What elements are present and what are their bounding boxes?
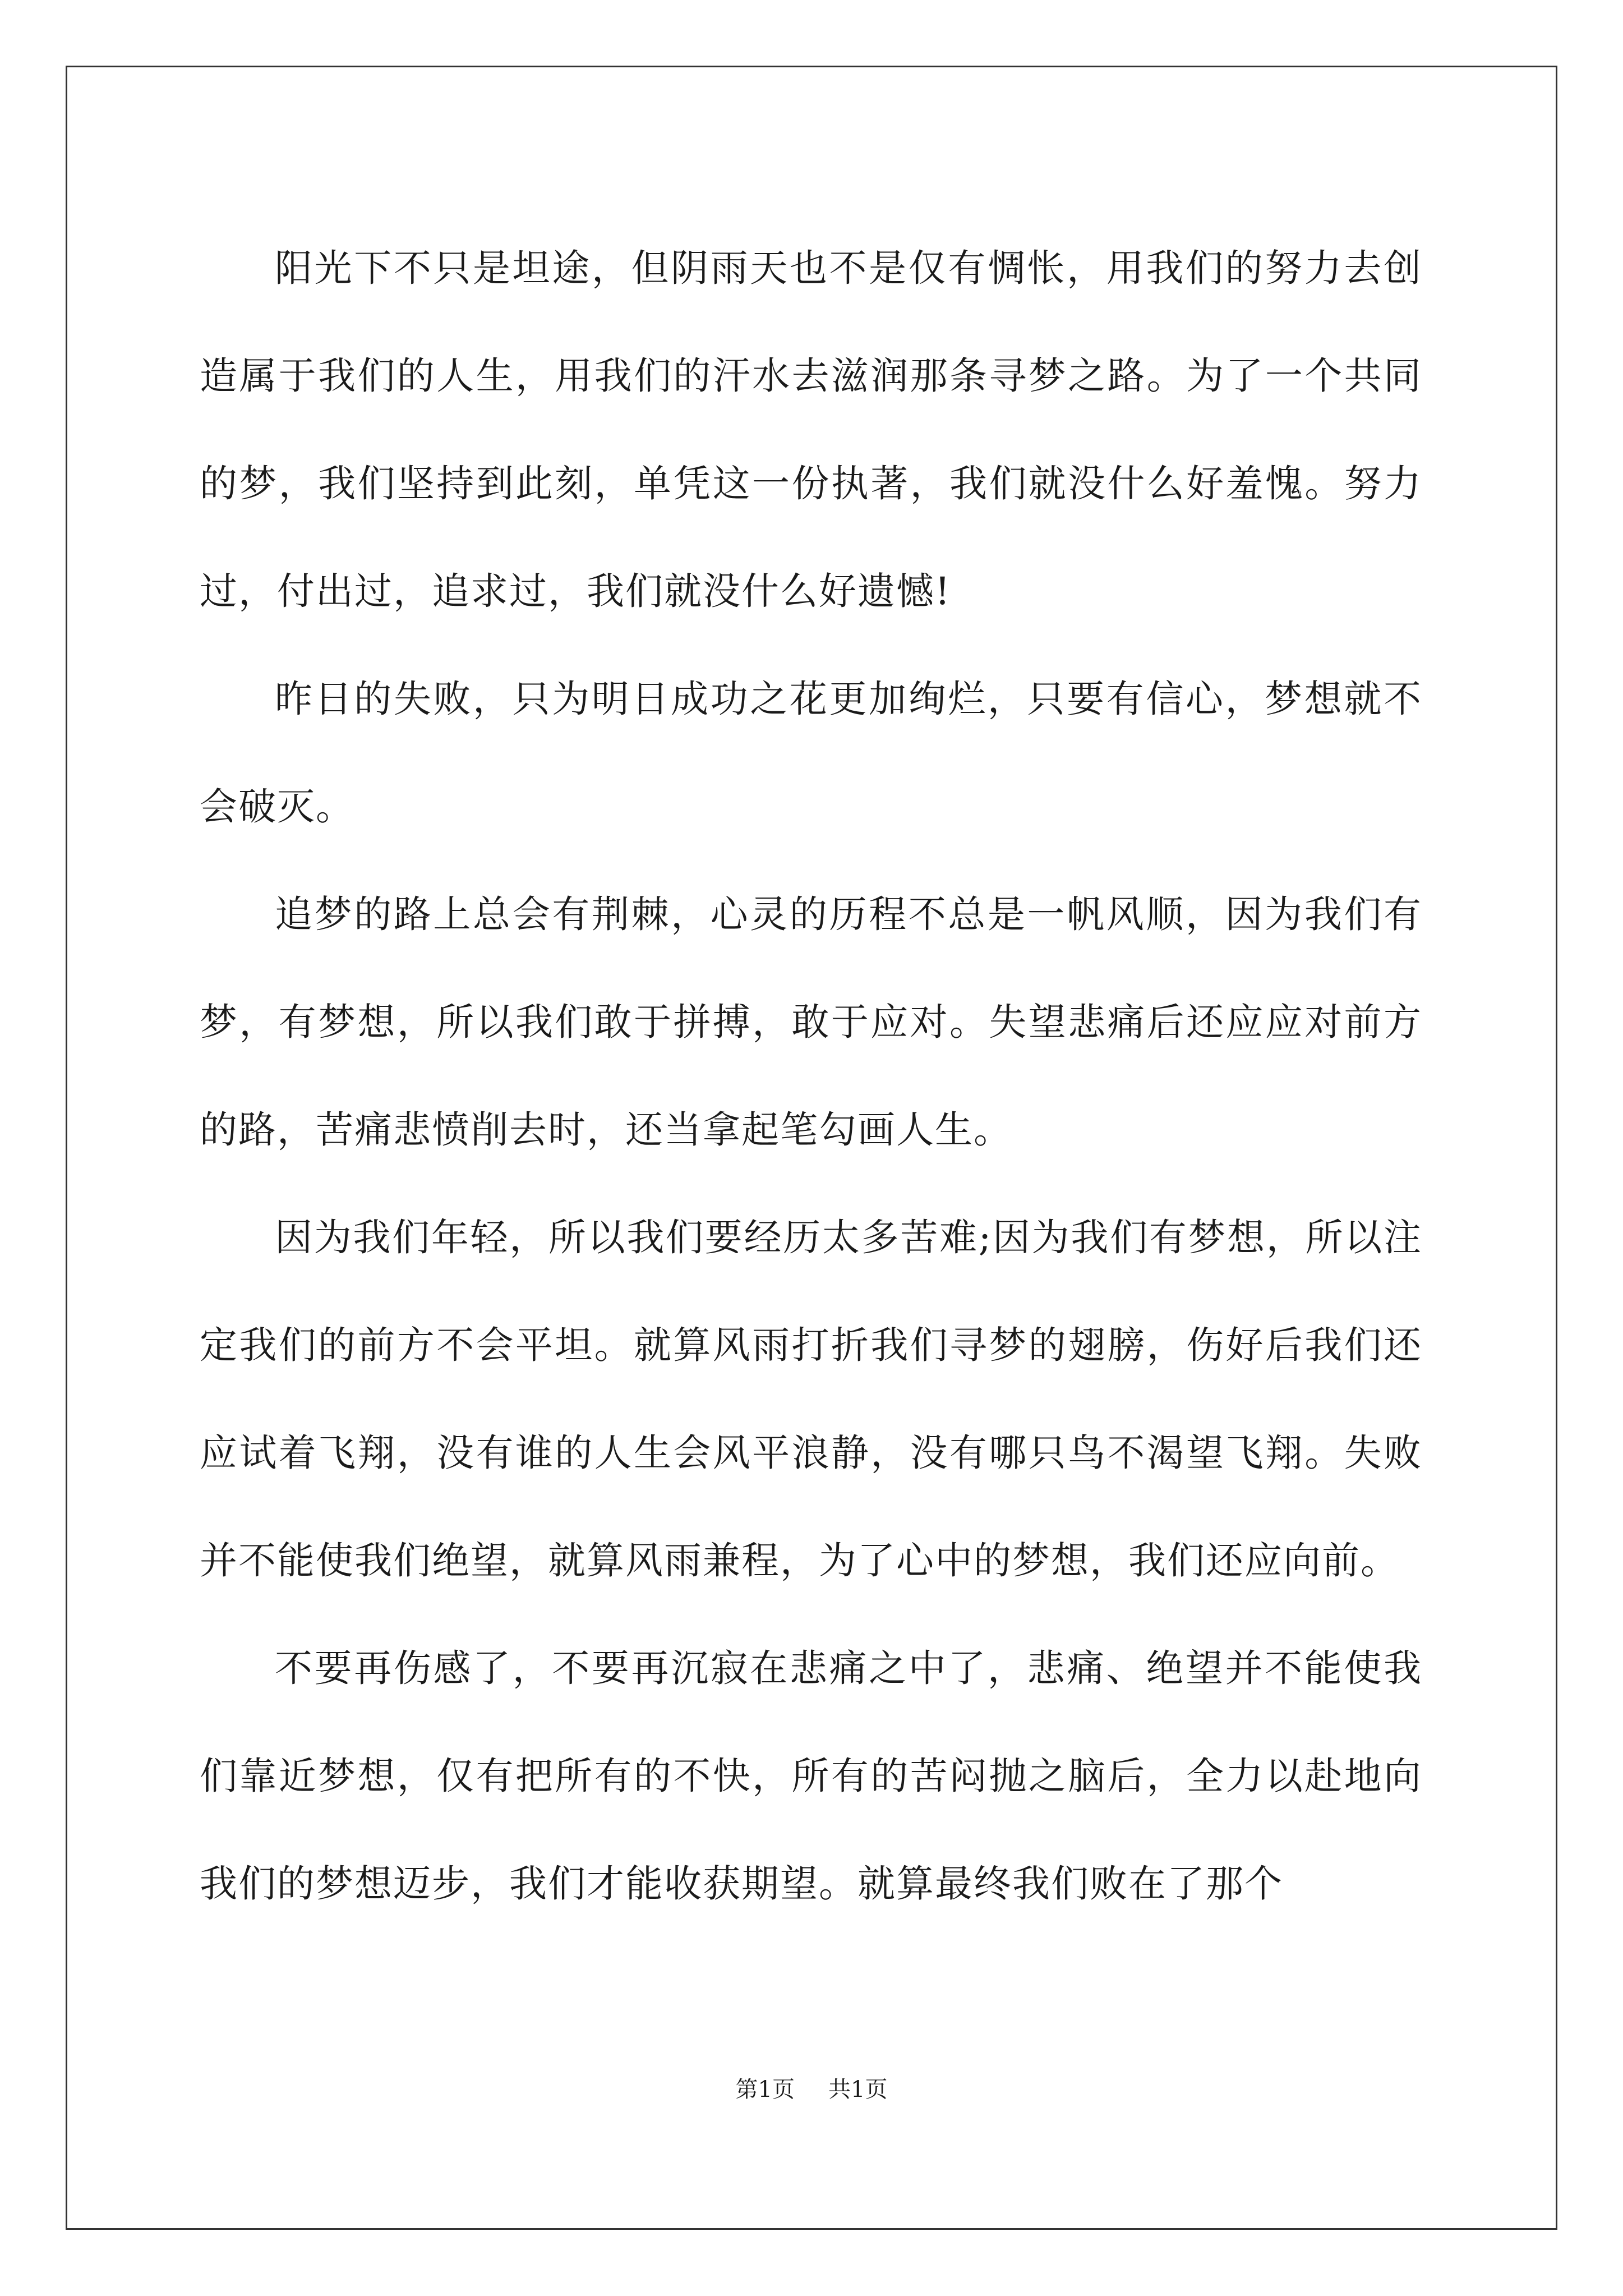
page-number-total: 共1页 — [828, 2077, 888, 2102]
paragraph: 阳光下不只是坦途，但阴雨天也不是仅有惆怅，用我们的努力去创造属于我们的人生，用我们的汗水去滋润那条寻梦之路。为了一个共同的梦，我们坚持到此刻，单凭这一份执著，我们就没什么好羞愧。努力过，付出过，追求过，我们就没什么好遗憾! — [200, 246, 1422, 613]
paragraph: 因为我们年轻，所以我们要经历太多苦难;因为我们有梦想，所以注定我们的前方不会平坦。就算风雨打折我们寻梦的翅膀，伤好后我们还应试着飞翔，没有谁的人生会风平浪静，没有哪只鸟不渴望飞翔。失败并不能使我们绝望，就算风雨兼程，为了心中的梦想，我们还应向前。 — [200, 1216, 1422, 1582]
paragraph: 不要再伤感了，不要再沉寂在悲痛之中了，悲痛、绝望并不能使我们靠近梦想，仅有把所有的不快，所有的苦闷抛之脑后，全力以赴地向我们的梦想迈步，我们才能收获期望。就算最终我们败在了那个 — [200, 1646, 1422, 1906]
document-body — [200, 214, 1422, 1938]
paragraph: 追梦的路上总会有荆棘，心灵的历程不总是一帆风顺，因为我们有梦，有梦想，所以我们敢于拼搏，敢于应对。失望悲痛后还应应对前方的路，苦痛悲愤削去时，还当拿起笔勾画人生。 — [200, 892, 1422, 1152]
page-number-current: 第1页 — [735, 2077, 795, 2102]
page-footer — [0, 2076, 1623, 2104]
paragraph: 昨日的失败，只为明日成功之花更加绚烂，只要有信心，梦想就不会破灭。 — [200, 677, 1422, 829]
